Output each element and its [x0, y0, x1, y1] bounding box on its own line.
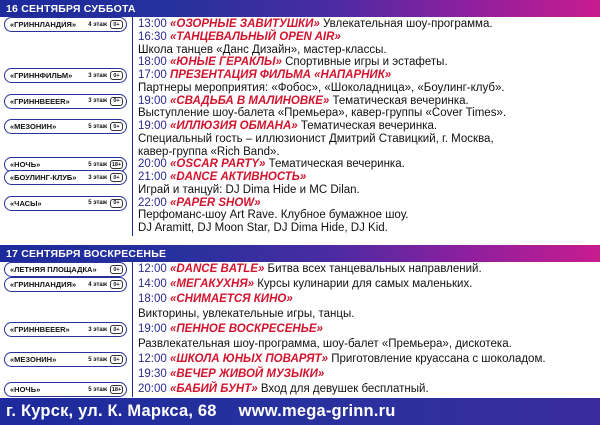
age-rating-badge: 0+: [110, 355, 123, 364]
event-title: «ВЕЧЕР ЖИВОЙ МУЗЫКИ»: [169, 368, 325, 380]
event-title: «DANCE BATLE»: [169, 263, 265, 275]
venue-floor: 3 этаж: [88, 72, 107, 79]
event-title: «ШКОЛА ЮНЫХ ПОВАРЯТ»: [169, 353, 328, 365]
event-title: «СНИМАЕТСЯ КИНО»: [169, 293, 293, 305]
venue-floor: 5 этаж: [88, 386, 107, 393]
venue-badge: [4, 170, 127, 185]
venue-badge: [4, 352, 127, 367]
event-time: 12:00: [138, 353, 167, 365]
venue-name: «ГРИННФИЛЬМ»: [10, 71, 73, 80]
event-description: Тематическая вечеринка.: [268, 158, 405, 171]
venue-badge: [4, 322, 127, 337]
age-rating-badge: 0+: [110, 71, 123, 80]
event-title: ПРЕЗЕНТАЦИЯ ФИЛЬМА «НАПАРНИК»: [169, 69, 392, 81]
venue-floor: 5 этаж: [88, 123, 107, 130]
event-description: Тематическая вечеринка.: [300, 120, 438, 132]
event-time: 19:00: [138, 120, 167, 132]
event-description: Вход для девушек бесплатный.: [260, 383, 429, 395]
age-rating-badge: 0+: [110, 280, 123, 289]
venue-name: «НОЧЬ»: [10, 385, 41, 394]
event-description: кавер-группа «Rich Band».: [138, 145, 280, 158]
event-title: «СВАДЬБА В МАЛИНОВКЕ»: [169, 94, 330, 107]
event-time: 19:30: [138, 368, 167, 380]
event-description: Перфоманс-шоу Art Rave. Клубное бумажное шоу.: [138, 209, 409, 222]
day1-header-text: 16 СЕНТЯБРЯ СУББОТА: [6, 2, 136, 15]
event-description: Курсы кулинарии для самых маленьких.: [257, 278, 473, 290]
venue-name: «ЧАСЫ»: [10, 198, 42, 208]
schedule-line: [138, 221, 388, 235]
day2-header-text: 17 СЕНТЯБРЯ ВОСКРЕСЕНЬЕ: [6, 247, 167, 260]
event-time: 18:00: [138, 56, 167, 69]
schedule-line: [138, 322, 323, 336]
event-title: «ЮНЫЕ ГЕРАКЛЫ»: [169, 56, 282, 69]
event-time: 18:00: [138, 293, 167, 305]
venue-badge: [4, 17, 127, 32]
event-title: «ТАНЦЕВАЛЬНЫЙ OPEN AIR»: [169, 30, 341, 43]
event-title: «PAPER SHOW»: [169, 196, 261, 209]
venue-name: «МЕЗОНИН»: [10, 355, 57, 364]
venue-floor: 5 этаж: [88, 161, 107, 168]
event-time: 19:00: [138, 94, 167, 107]
event-description: Увлекательная шоу-программа.: [323, 18, 493, 30]
schedule-line: [138, 292, 293, 306]
schedule-line: [138, 352, 546, 366]
event-description: Развлекательная шоу-программа, шоу-балет «Премьера», дискотека.: [138, 338, 512, 350]
event-time: 21:00: [138, 171, 167, 183]
venue-badge: [4, 119, 127, 134]
event-description: Специальный гость – иллюзионист Дмитрий Ставицкий, г. Москва,: [138, 132, 494, 145]
event-description: DJ Aramitt, DJ Moon Star, DJ Dima Hide, DJ Kid.: [138, 222, 388, 234]
venue-floor: 5 этаж: [88, 200, 107, 206]
event-title: «ОЗОРНЫЕ ЗАВИТУШКИ»: [169, 18, 320, 30]
venue-floor: 5 этаж: [88, 356, 107, 363]
venue-name: «МЕЗОНИН»: [10, 122, 57, 131]
footer-website-link[interactable]: www.mega-grinn.ru: [238, 402, 396, 420]
event-description: Школа танцев «Данс Дизайн», мастер-классы.: [138, 43, 387, 56]
event-title: «МЕГАКУХНЯ»: [169, 278, 255, 290]
venue-badge: [4, 262, 127, 277]
event-time: 20:00: [138, 158, 167, 171]
venue-floor: 4 этаж: [88, 21, 107, 28]
venue-name: «НОЧЬ»: [10, 160, 41, 170]
event-title: «БАБИЙ БУНТ»: [169, 383, 258, 395]
venue-floor: 4 этаж: [88, 281, 107, 288]
age-rating-badge: 0+: [110, 122, 123, 131]
age-rating-badge: 0+: [110, 97, 123, 106]
venue-name: «ГРИННBEEER»: [10, 96, 70, 106]
day1-header: [0, 0, 600, 17]
event-description: Выступление шоу-балета «Премьера», кавер-группы «Cover Times».: [138, 107, 507, 120]
event-time: 19:00: [138, 323, 167, 335]
age-rating-badge: 0+: [110, 265, 123, 274]
schedule-line: [138, 277, 472, 291]
venue-badge: [4, 382, 127, 397]
venue-floor: 3 этаж: [88, 98, 107, 104]
event-title: «ПЕННОЕ ВОСКРЕСЕНЬЕ»: [169, 323, 323, 335]
venue-name: «ГРИННЛАНДИЯ»: [10, 280, 77, 289]
event-description: Приготовление круассана с шоколадом.: [331, 353, 546, 365]
venue-badge: [4, 277, 127, 292]
event-time: 17:00: [138, 69, 167, 81]
event-title: «OSCAR PARTY»: [169, 158, 266, 171]
venue-name: «ГРИННЛАНДИЯ»: [10, 20, 77, 29]
event-description: Тематическая вечеринка.: [332, 94, 469, 107]
age-rating-badge: 0+: [110, 199, 123, 208]
schedule-line: [138, 307, 354, 321]
footer-address: г. Курск, ул. К. Маркса, 68: [6, 402, 217, 420]
event-time: 20:00: [138, 383, 167, 395]
event-time: 14:00: [138, 278, 167, 290]
event-description: Битва всех танцевальных направлений.: [267, 263, 482, 275]
age-rating-badge: 0+: [110, 173, 123, 182]
venue-badge: [4, 94, 127, 109]
day1-divider: [132, 17, 133, 236]
schedule-line: [138, 382, 429, 396]
event-time: 12:00: [138, 263, 167, 275]
age-rating-badge: 18+: [111, 386, 122, 393]
age-rating-badge: 0+: [110, 325, 123, 334]
venue-name: «БОУЛИНГ-КЛУБ»: [10, 173, 77, 182]
venue-name: «ГРИННBEEER»: [10, 325, 70, 334]
venue-floor: 3 этаж: [88, 174, 107, 181]
schedule-line: [138, 262, 482, 276]
schedule-line: [138, 367, 324, 381]
age-rating-badge: 18+: [111, 161, 122, 168]
event-description: Викторины, увлекательные игры, танцы.: [138, 308, 355, 320]
event-time: 16:30: [138, 30, 167, 43]
day2-divider: [132, 262, 133, 397]
event-time: 22:00: [138, 196, 167, 209]
event-title: «ИЛЛЮЗИЯ ОБМАНА»: [169, 120, 298, 132]
event-time: 13:00: [138, 18, 167, 30]
day2-header: [0, 245, 600, 262]
event-description: Играй и танцуй: DJ Dima Hide и MC Dilan.: [138, 183, 360, 196]
footer: [0, 398, 600, 425]
age-rating-badge: 0+: [110, 20, 123, 29]
venue-name: «ЛЕТНЯЯ ПЛОЩАДКА»: [10, 265, 97, 274]
venue-badge: [4, 196, 127, 211]
event-description: Партнеры мероприятия: «Фобос», «Шоколадница», «Боулинг-клуб».: [138, 81, 505, 94]
schedule-line: [138, 337, 512, 351]
event-description: Спортивные игры и эстафеты.: [285, 56, 448, 69]
venue-floor: 3 этаж: [88, 326, 107, 333]
venue-badge: [4, 68, 127, 83]
event-title: «DANCE АКТИВНОСТЬ»: [169, 171, 307, 183]
